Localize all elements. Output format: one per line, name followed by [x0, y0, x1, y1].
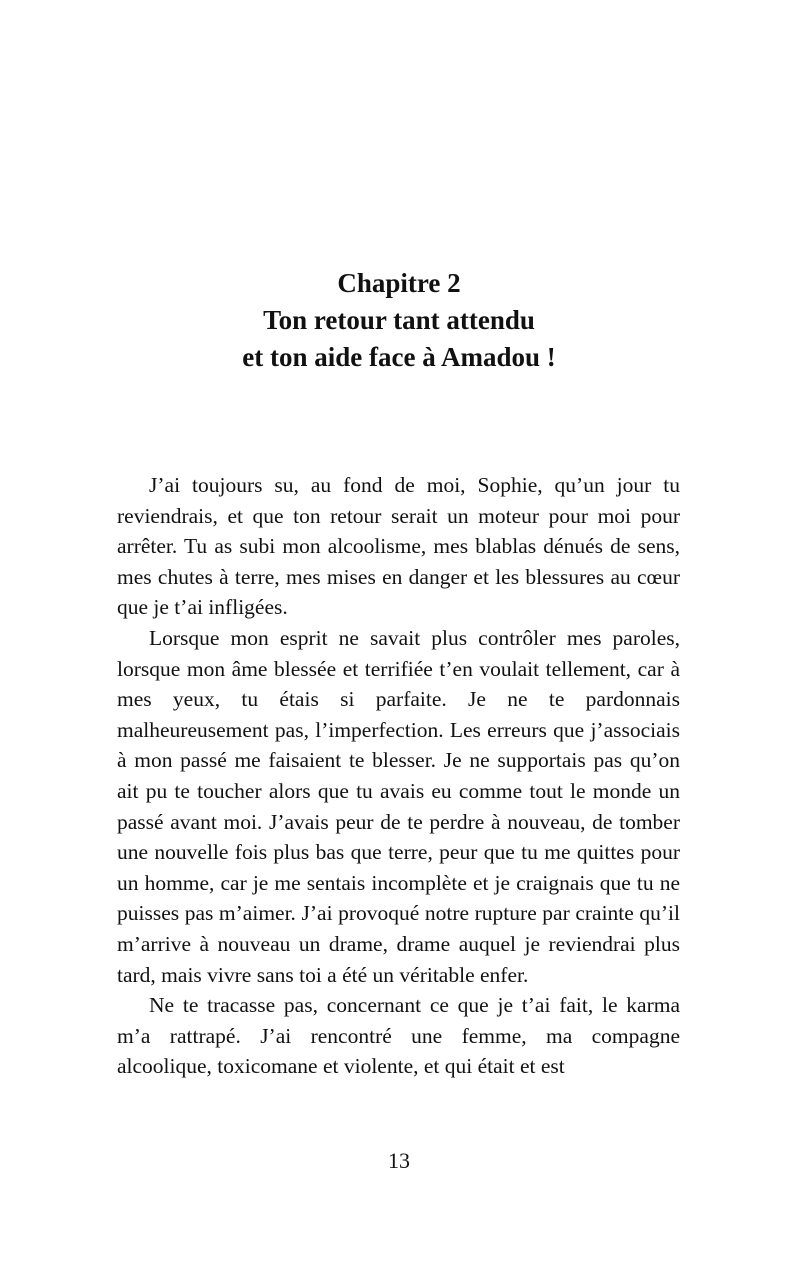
- chapter-heading: [0, 265, 798, 376]
- chapter-number: Chapitre 2: [337, 268, 461, 298]
- chapter-title-line-2: et ton aide face à Amadou !: [242, 342, 556, 372]
- page-number: 13: [388, 1148, 410, 1173]
- paragraph: Ne te tracasse pas, concernant ce que je t’ai fait, le karma m’a rattrapé. J’ai rencontré une femme, ma compagne alcoolique, toxicomane et violente, et qui était et est: [117, 993, 680, 1079]
- paragraph: J’ai toujours su, au fond de moi, Sophie, qu’un jour tu reviendrais, et que ton retour serait un moteur pour moi pour arrêter. Tu as subi mon alcoolisme, mes blablas dénués de sens, mes chutes à terre, mes mises en danger et les blessures au cœur que je t’ai infligées.: [117, 473, 680, 620]
- paragraph: Lorsque mon esprit ne savait plus contrôler mes paroles, lorsque mon âme blessée et terrifiée t’en voulait tellement, car à mes yeux, tu étais si parfaite. Je ne te pardonnais malheureusement pas, l’imperfection. Les erreurs que j’associais à mon passé me faisaient te blesser. Je ne supportais pas qu’on ait pu te toucher alors que tu avais eu comme tout le monde un passé avant moi. J’avais peur de te perdre à nouveau, de tomber une nouvelle fois plus bas que terre, peur que tu me quittes pour un homme, car je me sentais incomplète et je craignais que tu ne puisses pas m’aimer. J’ai provoqué notre rupture par crainte qu’il m’arrive à nouveau un drame, drame auquel je reviendrai plus tard, mais vivre sans toi a été un véritable enfer.: [117, 625, 680, 987]
- body-text: [117, 470, 680, 1082]
- chapter-title-line-1: Ton retour tant attendu: [263, 305, 535, 335]
